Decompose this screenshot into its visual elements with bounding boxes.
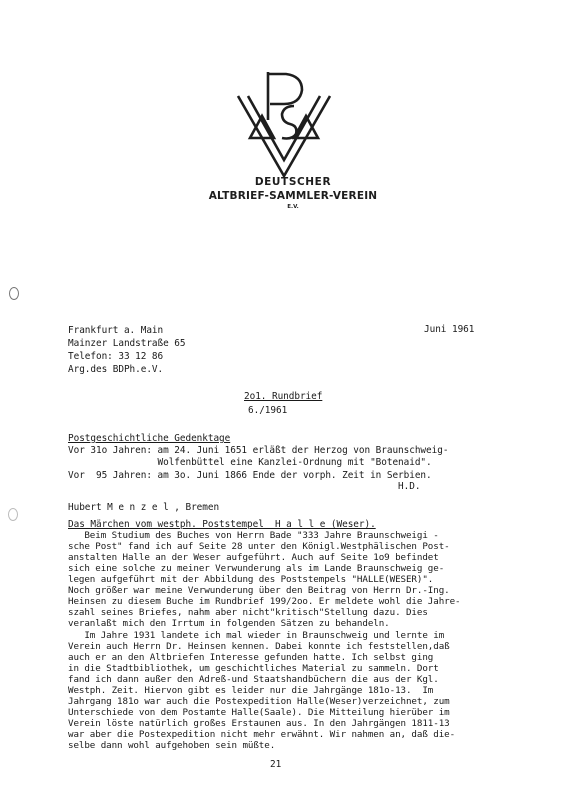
address-line-1: Frankfurt a. Main <box>68 325 164 336</box>
society-name-line3: E.V. <box>287 204 299 210</box>
punch-hole-top <box>9 287 19 300</box>
article-line: Unterschiede von dem Postamte Halle(Saale). Die Mitteilung hierüber im <box>68 707 450 718</box>
article-line: veranlaßt mich den Irrtum in folgenden Sätzen zu behandeln. <box>68 618 390 629</box>
rundbrief-number: 6./1961 <box>248 405 288 416</box>
article-line: Jahrgang 181o war auch die Postexpedition Halle(Weser)verzeichnet, zum <box>68 696 450 707</box>
address-line-3: Telefon: 33 12 86 <box>68 351 164 362</box>
article-line: fand ich dann außer den Adreß-und Staatshandbüchern die aus der Kgl. <box>68 674 439 685</box>
article-line: szahl seines Briefes, nahm aber nicht"kritisch"Stellung dazu. Dies <box>68 607 428 618</box>
address-line-4: Arg.des BDPh.e.V. <box>68 364 164 375</box>
society-name-line1: DEUTSCHER <box>254 176 332 188</box>
article-line: Beim Studium des Buches von Herrn Bade "333 Jahre Braunschweigi - <box>68 530 439 541</box>
article-line: Heinsen zu diesem Buche im Rundbrief 199/2oo. Er meldete wohl die Jahre- <box>68 596 461 607</box>
article-line: sche Post" fand ich auf Seite 28 unter den Königl.Westphälischen Post- <box>68 541 450 552</box>
letter-date: Juni 1961 <box>424 324 475 335</box>
article-line: in die Stadtbibliothek, um geschichtliches Material zu sammeln. Dort <box>68 663 439 674</box>
article-line: war aber die Postexpedition nicht mehr erwähnt. Wir nahmen an, daß die- <box>68 729 456 740</box>
rundbrief-title: 2o1. Rundbrief <box>244 391 323 402</box>
gedenktage-line: H.D. <box>68 481 421 492</box>
society-name-line2: ALTBRIEF-SAMMLER-VEREIN <box>208 190 378 202</box>
punch-hole-bottom <box>8 508 18 521</box>
article-line: Verein löste natürlich großes Erstaunen aus. In den Jahrgängen 1811-13 <box>68 718 450 729</box>
article-line: legen aufgeführt mit der Abbildung des Poststempels "HALLE(WESER)". <box>68 574 434 585</box>
address-line-2: Mainzer Landstraße 65 <box>68 338 186 349</box>
article-line: selbe dann wohl aufgehoben sein müßte. <box>68 740 276 751</box>
article-line: auch er an den Altbriefen Interesse gefunden hatte. Ich selbst ging <box>68 652 434 663</box>
article-line: Westph. Zeit. Hiervon gibt es leider nur die Jahrgänge 181o-13. Im <box>68 685 434 696</box>
article-line: Verein auch Herrn Dr. Heinsen kennen. Dabei konnte ich feststellen,daß <box>68 641 450 652</box>
article-author: Hubert M e n z e l , Bremen <box>68 502 220 513</box>
society-logo <box>236 66 332 180</box>
gedenktage-line: Wolfenbüttel eine Kanzlei-Ordnung mit "Botenaid". <box>68 457 432 468</box>
article-line: Im Jahre 1931 landete ich mal wieder in Braunschweig und lernte im <box>68 630 445 641</box>
gedenktage-line: Vor 95 Jahren: am 3o. Juni 1866 Ende der vorph. Zeit in Serbien. <box>68 470 432 481</box>
gedenktage-line: Vor 31o Jahren: am 24. Juni 1651 erläßt der Herzog von Braunschweig- <box>68 445 449 456</box>
society-name <box>208 176 378 211</box>
article-line: anstalten Halle an der Weser aufgeführt. Auch auf Seite 1o9 befindet <box>68 552 439 563</box>
gedenktage-heading: Postgeschichtliche Gedenktage <box>68 433 231 444</box>
article-line: Noch größer war meine Verwunderung über den Beitrag von Herrn Dr.-Ing. <box>68 585 450 596</box>
page-number: 21 <box>270 759 282 770</box>
article-line: sich eine solche zu meiner Verwunderung als im Lande Braunschweig ge- <box>68 563 445 574</box>
article-title: Das Märchen vom westph. Poststempel H a l l e (Weser). <box>68 519 376 530</box>
